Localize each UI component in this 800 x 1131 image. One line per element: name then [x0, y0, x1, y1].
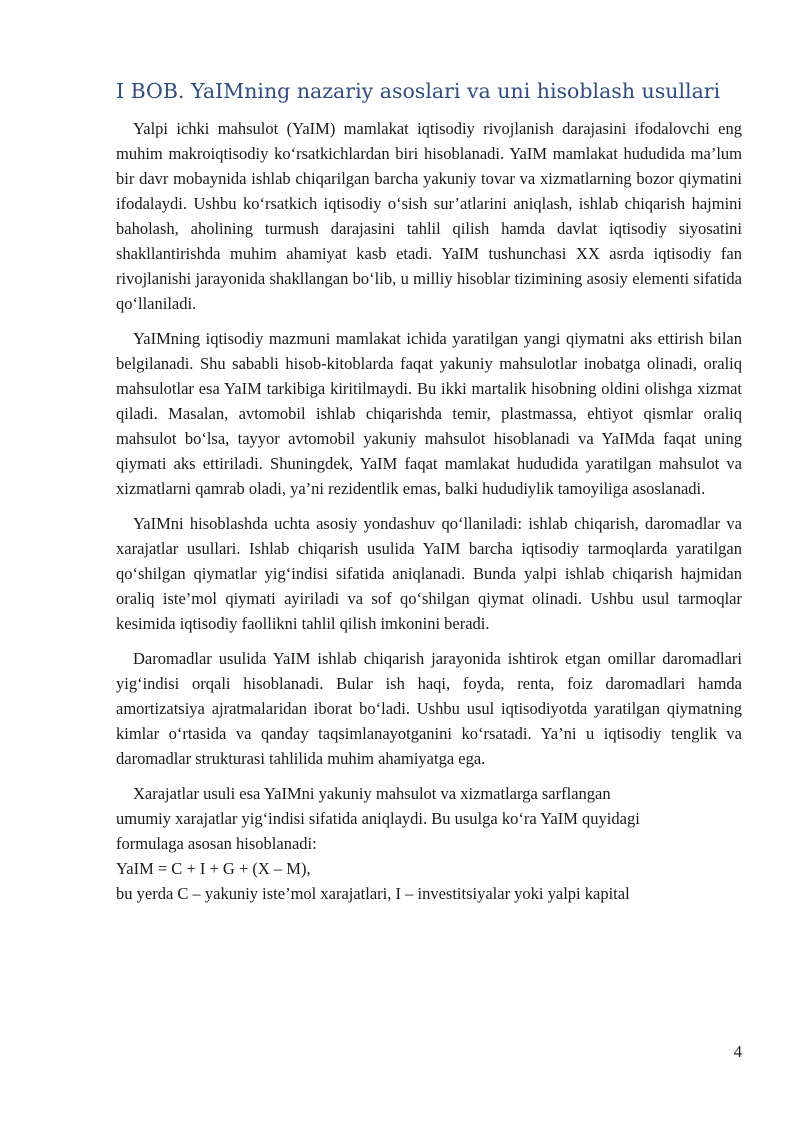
paragraph-5-line-1: Xarajatlar usuli esa YaIMni yakuniy mahsulot va xizmatlarga sarflangan [133, 784, 611, 803]
paragraph-2: YaIMning iqtisodiy mazmuni mamlakat ichida yaratilgan yangi qiymatni aks ettirish bilan belgilanadi. Shu sababli hisob-kitoblarda faqat yakuniy mahsulotlar inobatga olinadi, oraliq mahsulotlar esa YaIM tarkibiga kiritilmaydi. Bu ikki martalik hisobning oldini olishga xizmat qiladi. Masalan, avtomobil ishlab chiqarishda temir, plastmassa, ehtiyot qismlar oraliq mahsulot bo‘lsa, tayyor avtomobil yakuniy mahsulot hisoblanadi va YaIMda faqat uning qiymati aks ettiriladi. Shuningdek, YaIM faqat mamlakat hududida yaratilgan mahsulot va xizmatlarni qamrab oladi, ya’ni rezidentlik emas, balki hududiylik tamoyiliga asoslanadi. [116, 329, 742, 498]
document-page [116, 78, 742, 906]
paragraph-1: Yalpi ichki mahsulot (YaIM) mamlakat iqtisodiy rivojlanish darajasini ifodalovchi eng muhim makroiqtisodiy ko‘rsatkichlardan biri hisoblanadi. YaIM mamlakat hududida ma’lum bir davr mobaynida ishlab chiqarilgan barcha yakuniy tovar va xizmatlarning bozor qiymatini ifodalaydi. Ushbu ko‘rsatkich iqtisodiy o‘sish sur’atlarini aniqlash, ishlab chiqarish hajmini baholash, aholining turmush darajasini tahlil qilish hamda davlat iqtisodiy siyosatini shakllantirishda muhim ahamiyat kasb etadi. YaIM tushunchasi XX asrda iqtisodiy fan rivojlanishi jarayonida shakllangan bo‘lib, u milliy hisoblar tizimining asosiy elementi sifatida qo‘llaniladi. [116, 119, 742, 313]
paragraph-5-line-2: umumiy xarajatlar yig‘indisi sifatida aniqlaydi. Bu usulga ko‘ra YaIM quyidagi [116, 809, 640, 828]
paragraph-5-line-3: formulaga asosan hisoblanadi: [116, 834, 317, 853]
paragraph-4: Daromadlar usulida YaIM ishlab chiqarish jarayonida ishtirok etgan omillar daromadlari yig‘indisi orqali hisoblanadi. Bular ish haqi, foyda, renta, foiz daromadlari hamda amortizatsiya ajratmalaridan iborat bo‘ladi. Ushbu usul iqtisodiyotda yaratilgan qiymatning kimlar o‘rtasida va qanday taqsimlanayotganini ko‘rsatadi. Ya’ni u iqtisodiy tenglik va daromadlar strukturasi tahlilida muhim ahamiyatga ega. [116, 649, 742, 768]
formula-explanation: bu yerda C – yakuniy iste’mol xarajatlari, I – investitsiyalar yoki yalpi kapital [116, 884, 630, 903]
paragraph-5 [116, 781, 742, 906]
paragraph-3: YaIMni hisoblashda uchta asosiy yondashuv qo‘llaniladi: ishlab chiqarish, daromadlar va xarajatlar usullari. Ishlab chiqarish usulida YaIM barcha iqtisodiy tarmoqlarda yaratilgan qo‘shilgan qiymatlar yig‘indisi sifatida aniqlanadi. Bunda yalpi ishlab chiqarish hajmidan oraliq iste’mol qiymati ayiriladi va sof qo‘shilgan qiymat olinadi. Ushbu usul tarmoqlar kesimida iqtisodiy faollikni tahlil qilish imkonini beradi. [116, 514, 742, 633]
page-number: 4 [733, 1042, 742, 1061]
chapter-title: I BOB. YaIMning nazariy asoslari va uni hisoblash usullari [116, 79, 721, 103]
gdp-formula: YaIM = C + I + G + (X – M), [116, 859, 311, 878]
